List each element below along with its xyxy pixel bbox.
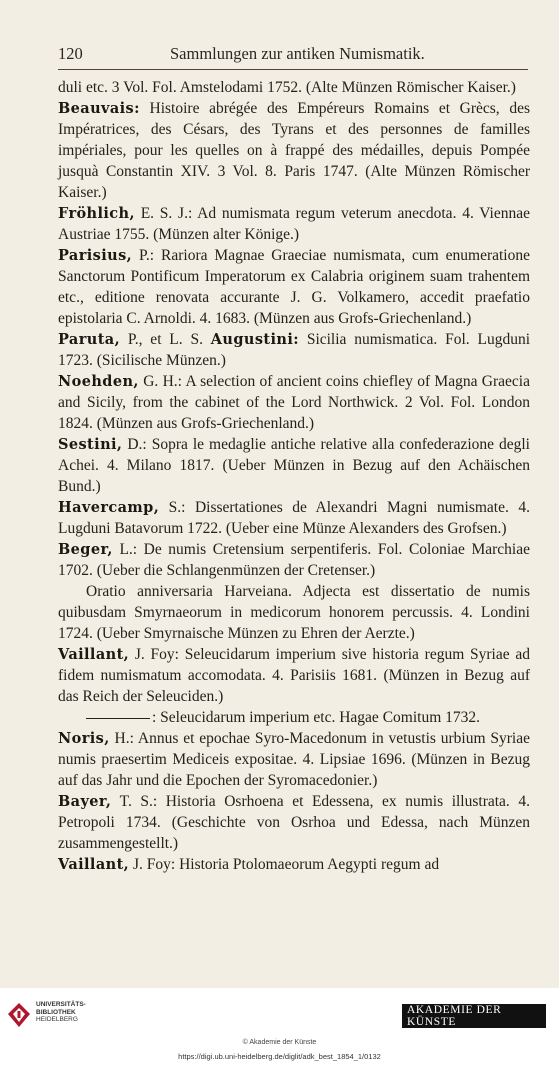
source-url-link[interactable]: https://digi.ub.uni-heidelberg.de/diglit/adk_best_1854_1/0132 (178, 1052, 381, 1061)
bibliography-entry (58, 203, 530, 245)
bibliography-entry (58, 728, 530, 791)
bibliography-entry (58, 539, 530, 581)
bibliography-entry (58, 77, 530, 98)
entry-text: S.: Dissertationes de Alexandri Magni numismate. 4. Lugduni Batavorum 1722. (Ueber eine Münze Alexanders des Grofsen.) (58, 499, 530, 537)
entry-author: Noehden, (58, 373, 139, 390)
page-number: 120 (58, 44, 83, 63)
entry-text: D.: Sopra le medaglie antiche relative alla confederazione degli Achei. 4. Milano 1817. (Ueber Münzen in Bezug auf den Achäischen Bund.) (58, 436, 530, 495)
entry-author: Fröhlich, (58, 205, 135, 222)
entry-author: Paruta, (58, 331, 121, 348)
entry-author: Augustini: (210, 331, 300, 348)
entry-author: Havercamp, (58, 499, 160, 516)
copyright-notice: © Akademie der Künste (242, 1039, 317, 1046)
university-library-logo-icon (6, 1002, 32, 1028)
entry-text: J. Foy: Historia Ptolomaeorum Aegypti regum ad (129, 856, 440, 873)
akademie-logo[interactable] (401, 1004, 547, 1028)
bibliography-entry (58, 245, 530, 329)
entry-text: E. S. J.: Ad numismata regum veterum anecdota. 4. Viennae Austriae 1755. (Münzen alter Könige.) (58, 205, 530, 243)
entry-text: Histoire abrégée des Empéreurs Romains et Grècs, des Impératrices, des Césars, des Tyrans et des personnes de familles impériales, pour les quelles on à frappé des médailles, depuis Pompée jusquà Constantin XIV. 3 Vol. 8. Paris 1747. (Alte Münzen Römischer Kaiser.) (58, 100, 530, 201)
page-body (58, 77, 530, 875)
page-header (58, 44, 529, 68)
running-title: Sammlungen zur antiken Numismatik. (170, 44, 425, 63)
entry-author: Bayer, (58, 793, 112, 810)
entry-text: T. S.: Historia Osrhoena et Edessena, ex numis illustrata. 4. Petropoli 1734. (Geschichte von Osrhoa und Edessa, nach Münzen zusammengestellt.) (58, 793, 530, 852)
bibliography-entry (58, 707, 530, 728)
bibliography-entry (58, 581, 530, 644)
akademie-label: AKADEMIE DER KÜNSTE (401, 1001, 547, 1031)
entry-text: Oratio anniversaria Harveiana. Adjecta est dissertatio de numis quibusdam Smyrnaeorum in medicorum honorem percussis. 4. Londini 1724. (Ueber Smyrnaische Münzen zu Ehren der Aerzte.) (58, 583, 530, 642)
entry-author: Beauvais: (58, 100, 140, 117)
entry-text: G. H.: A selection of ancient coins chiefley of Magna Graecia and Sicily, from the cabinet of the Lord Northwick. 2 Vol. Fol. London 1824. (Münzen aus Grofs-Griechenland.) (58, 373, 530, 432)
bibliography-entry (58, 371, 530, 434)
bibliography-entry (58, 434, 530, 497)
entry-author: Vaillant, (58, 646, 130, 663)
entry-text: L.: De numis Cretensium serpentiferis. Fol. Coloniae Marchiae 1702. (Ueber die Schlangenmünzen der Cretenser.) (58, 541, 530, 579)
bibliography-entry (58, 791, 530, 854)
ditto-dash (86, 718, 150, 719)
entry-text: P.: Rariora Magnae Graeciae numismata, cum enumeratione Sanctorum Pontificum Imperatorum ex Calabria originem suam trahentem etc., editione renovata accurante J. G. Volkamero, accedit praefatio epistolaria C. Arnoldi. 4. 1683. (Münzen aus Grofs-Griechenland.) (58, 247, 530, 327)
entry-text: : Seleucidarum imperium etc. Hagae Comitum 1732. (152, 709, 481, 726)
bibliography-entry (58, 854, 530, 875)
bibliography-entry (58, 98, 530, 203)
entry-text: duli etc. 3 Vol. Fol. Amstelodami 1752. (Alte Münzen Römischer Kaiser.) (58, 79, 516, 96)
header-rule (58, 69, 528, 70)
entry-author: Parisius, (58, 247, 133, 264)
entry-author: Noris, (58, 730, 110, 747)
bibliography-entry (58, 644, 530, 707)
entry-author: Beger, (58, 541, 113, 558)
entry-text: Sicilia numismatica. Fol. Lugduni 1723. (Sicilische Münzen.) (58, 331, 530, 369)
entry-author: Sestini, (58, 436, 123, 453)
entry-text: J. Foy: Seleucidarum imperium sive historia regum Syriae ad fidem numismatum accomodata. 4. Parisiis 1681. (Münzen in Bezug auf das Reich der Seleuciden.) (58, 646, 530, 705)
bibliography-entry (58, 497, 530, 539)
entry-text: H.: Annus et epochae Syro-Macedonum in vetustis urbium Syriae numis praesertim Mediceis expositae. 4. Lipsiae 1696. (Münzen in Bezug auf das Jahr und die Epochen der Syromacedonier.) (58, 730, 530, 789)
entry-author: Vaillant, (58, 856, 130, 873)
bibliography-entry (58, 329, 530, 371)
viewer-footer (0, 988, 559, 1065)
library-name: UNIVERSITÄTS- BIBLIOTHEK HEIDELBERG (36, 1001, 86, 1023)
entry-text: P., et L. S. (120, 331, 211, 348)
